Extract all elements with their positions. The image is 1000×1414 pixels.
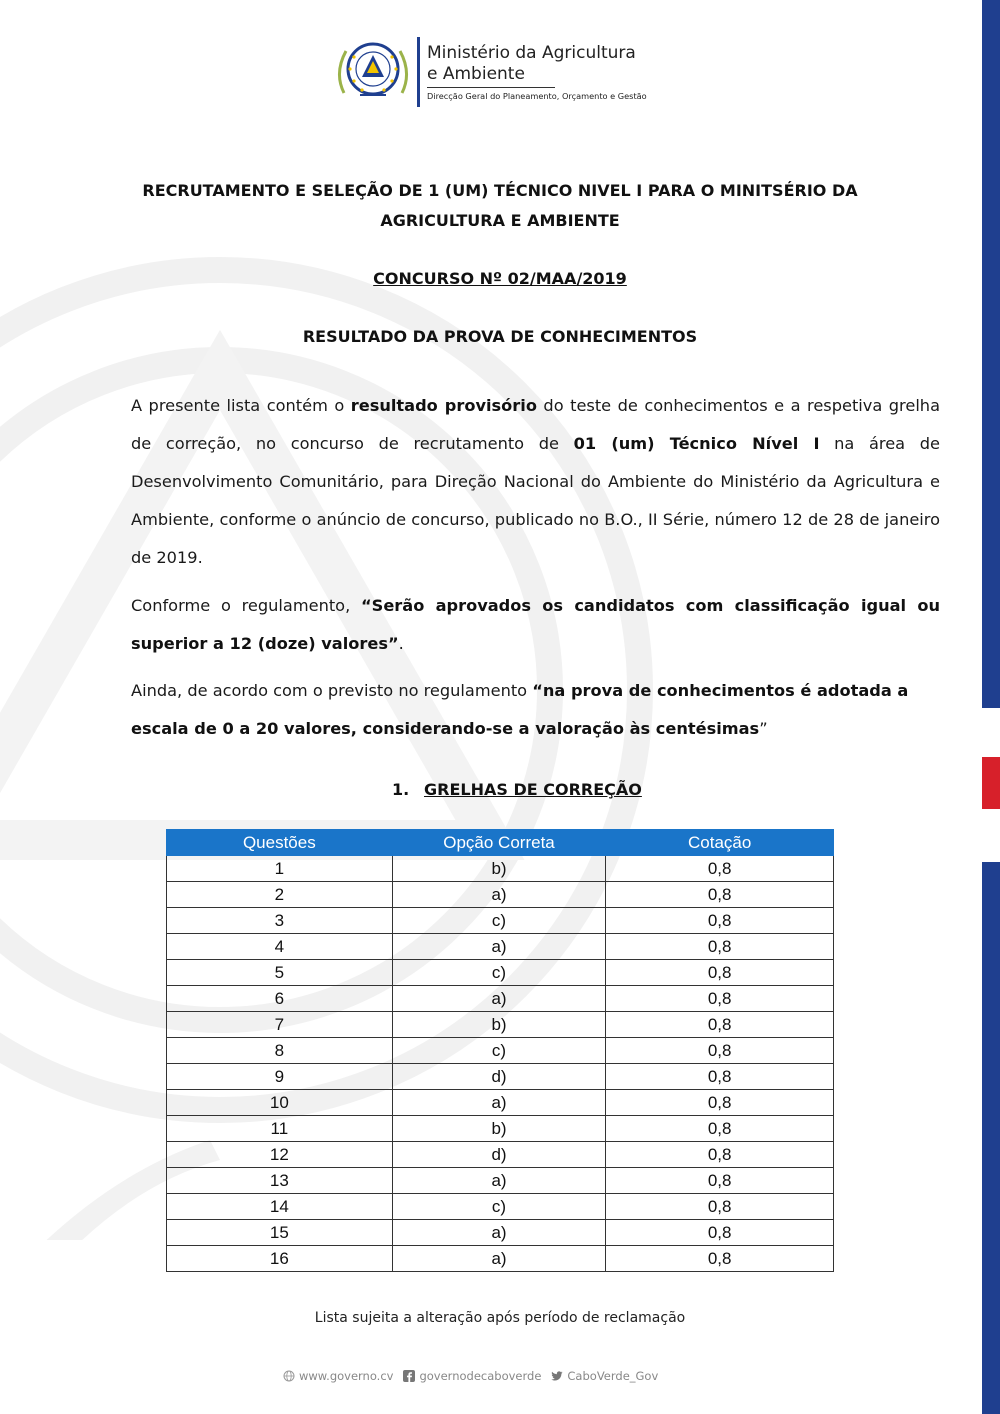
directorate-name: Direcção Geral do Planeamento, Orçamento e Gestão (427, 91, 647, 101)
website-label: www.governo.cv (299, 1369, 394, 1383)
ministry-rule (427, 87, 555, 88)
side-bar-red (982, 757, 1000, 809)
cell-cotacao: 0,8 (606, 1220, 834, 1246)
twitter-icon (551, 1370, 563, 1382)
cell-cotacao: 0,8 (606, 1142, 834, 1168)
header-divider (417, 37, 420, 107)
cell-questao: 7 (167, 1012, 393, 1038)
table-row (167, 1064, 834, 1090)
cell-opcao-correta: a) (392, 1246, 606, 1272)
cell-cotacao: 0,8 (606, 1090, 834, 1116)
footer-facebook[interactable] (403, 1369, 541, 1383)
cell-opcao-correta: d) (392, 1064, 606, 1090)
regulation-text-1: Conforme o regulamento, (131, 596, 362, 615)
ministry-header (334, 35, 664, 110)
correction-grid-table (166, 829, 834, 1272)
cell-questao: 3 (167, 908, 393, 934)
cell-opcao-correta: a) (392, 934, 606, 960)
intro-text-1: A presente lista contém o (131, 396, 351, 415)
globe-icon (283, 1370, 295, 1382)
scale-text-1: Ainda, de acordo com o previsto no regulamento (131, 681, 533, 700)
table-row (167, 1090, 834, 1116)
cell-questao: 16 (167, 1246, 393, 1272)
section-number: 1. (392, 780, 410, 799)
cell-opcao-correta: a) (392, 1090, 606, 1116)
facebook-icon (403, 1370, 415, 1382)
table-row (167, 1194, 834, 1220)
cell-opcao-correta: b) (392, 1012, 606, 1038)
cell-opcao-correta: c) (392, 1038, 606, 1064)
table-row (167, 882, 834, 908)
section-title: GRELHAS DE CORREÇÃO (424, 780, 642, 799)
header-questoes: Questões (167, 830, 393, 856)
ministry-name (427, 43, 667, 85)
table-row (167, 934, 834, 960)
cell-questao: 10 (167, 1090, 393, 1116)
table-row (167, 1246, 834, 1272)
ministry-name-line1: Ministério da Agricultura (427, 43, 636, 63)
document-title: RECRUTAMENTO E SELEÇÃO DE 1 (UM) TÉCNICO NIVEL I PARA O MINITSÉRIO DA AGRICULTURA E AMBIENTE (142, 181, 858, 230)
cell-questao: 14 (167, 1194, 393, 1220)
table-row (167, 1038, 834, 1064)
intro-paragraph (131, 387, 940, 577)
table-row (167, 908, 834, 934)
regulation-paragraph (131, 587, 940, 663)
scale-bold: “na prova de conhecimentos é adotada a escala de 0 a 20 valores, considerando-se a valoração às centésimas (131, 681, 909, 738)
cell-questao: 9 (167, 1064, 393, 1090)
cell-cotacao: 0,8 (606, 1116, 834, 1142)
result-heading: RESULTADO DA PROVA DE CONHECIMENTOS (302, 327, 698, 346)
cell-opcao-correta: c) (392, 960, 606, 986)
cell-opcao-correta: c) (392, 1194, 606, 1220)
cell-opcao-correta: b) (392, 856, 606, 882)
footer (283, 1366, 668, 1386)
ministry-name-line2: e Ambiente (427, 64, 525, 84)
cell-cotacao: 0,8 (606, 1246, 834, 1272)
facebook-label: governodecaboverde (419, 1369, 542, 1383)
table-row (167, 1116, 834, 1142)
table-header-row (167, 830, 834, 856)
cell-cotacao: 0,8 (606, 1038, 834, 1064)
table-row (167, 986, 834, 1012)
cell-questao: 5 (167, 960, 393, 986)
cell-questao: 4 (167, 934, 393, 960)
cell-cotacao: 0,8 (606, 1064, 834, 1090)
regulation-bold: “Serão aprovados os candidatos com classificação igual ou superior a 12 (doze) valores” (131, 596, 940, 653)
cell-opcao-correta: b) (392, 1116, 606, 1142)
cell-opcao-correta: a) (392, 986, 606, 1012)
cell-cotacao: 0,8 (606, 1194, 834, 1220)
cell-opcao-correta: a) (392, 1220, 606, 1246)
cell-questao: 13 (167, 1168, 393, 1194)
table-row (167, 1012, 834, 1038)
table-row (167, 960, 834, 986)
footer-website[interactable] (283, 1369, 393, 1383)
cell-questao: 15 (167, 1220, 393, 1246)
scale-text-2: ” (759, 719, 768, 738)
header-opcao-correta: Opção Correta (392, 830, 606, 856)
cell-questao: 12 (167, 1142, 393, 1168)
scale-paragraph (131, 672, 940, 748)
intro-bold-2: 01 (um) Técnico Nível I (573, 434, 820, 453)
header-cotacao: Cotação (606, 830, 834, 856)
twitter-label: CaboVerde_Gov (567, 1369, 659, 1383)
side-bar-blue-bottom (982, 862, 1000, 1414)
cell-cotacao: 0,8 (606, 1012, 834, 1038)
cell-opcao-correta: a) (392, 882, 606, 908)
cell-questao: 6 (167, 986, 393, 1012)
cell-cotacao: 0,8 (606, 908, 834, 934)
cell-opcao-correta: c) (392, 908, 606, 934)
cell-questao: 11 (167, 1116, 393, 1142)
table-row (167, 1220, 834, 1246)
cell-cotacao: 0,8 (606, 960, 834, 986)
cell-cotacao: 0,8 (606, 1168, 834, 1194)
cell-questao: 2 (167, 882, 393, 908)
footer-twitter[interactable] (551, 1369, 658, 1383)
section-heading (392, 777, 642, 803)
cell-questao: 1 (167, 856, 393, 882)
cell-cotacao: 0,8 (606, 986, 834, 1012)
intro-text-3: na área de Desenvolvimento Comunitário, para Direção Nacional do Ambiente do Ministério da Agricultura e Ambiente, conforme o anúncio de concurso, publicado no B.O., II Série, número 12 de 28 de janeiro de 2019. (131, 434, 940, 567)
cell-cotacao: 0,8 (606, 856, 834, 882)
intro-bold-1: resultado provisório (350, 396, 537, 415)
table-row (167, 1168, 834, 1194)
table-row (167, 1142, 834, 1168)
footnote: Lista sujeita a alteração após período de reclamação (314, 1310, 686, 1326)
table-row (167, 856, 834, 882)
regulation-text-2: . (398, 634, 404, 653)
cabo-verde-seal-icon (334, 35, 412, 107)
cell-cotacao: 0,8 (606, 882, 834, 908)
intro-text-2: do teste de conhecimentos e a respetiva grelha de correção, no concurso de recrutamento de (131, 396, 940, 453)
cell-cotacao: 0,8 (606, 934, 834, 960)
side-bar-blue-top (982, 0, 1000, 708)
concurso-number: CONCURSO Nº 02/MAA/2019 (373, 269, 627, 288)
cell-opcao-correta: a) (392, 1168, 606, 1194)
cell-opcao-correta: d) (392, 1142, 606, 1168)
cell-questao: 8 (167, 1038, 393, 1064)
